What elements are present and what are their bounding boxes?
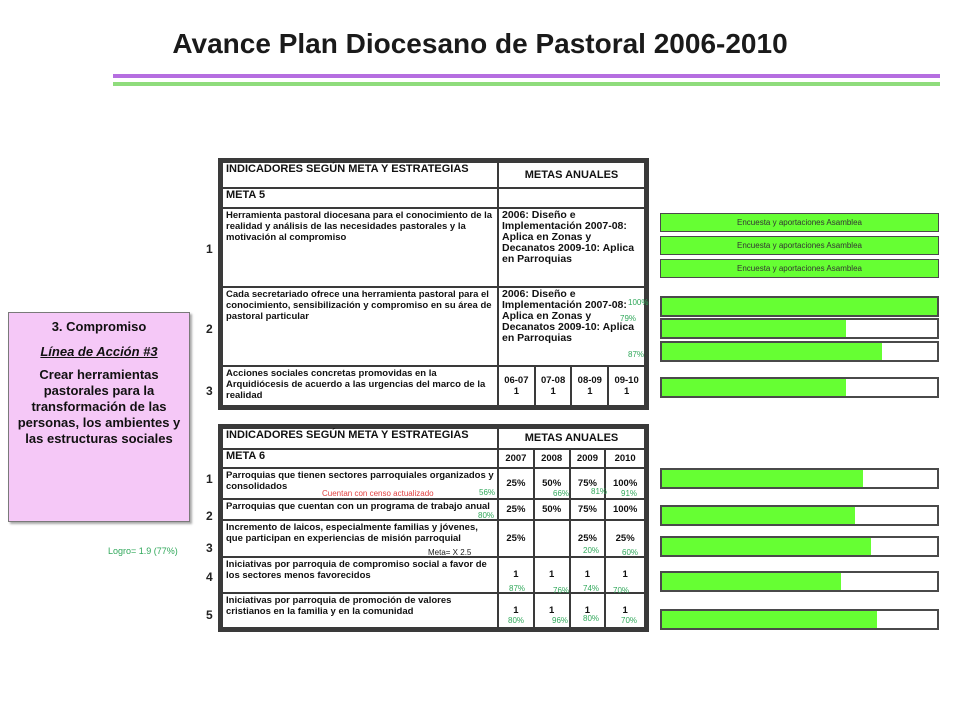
meta5-header-indicators: INDICADORES SEGÚN META Y ESTRATEGIAS — [222, 162, 498, 188]
meta6-cell: 100% — [605, 499, 645, 520]
title-underline-green — [113, 82, 940, 86]
meta6-year: 2009 — [570, 449, 606, 468]
meta6-cell: 1 — [534, 593, 570, 628]
meta6-cell: 25% — [570, 520, 606, 558]
progress-fill — [662, 611, 877, 628]
pct-label: 66% — [553, 489, 570, 498]
meta5-row-number: 3 — [206, 384, 213, 398]
pct-label: 96% — [552, 616, 569, 625]
pct-label: 79% — [620, 314, 637, 323]
card-body: Crear herramientas pastorales para la transformación de las personas, los ambientes y las estructuras sociales — [17, 367, 181, 446]
pct-label: 80% — [478, 511, 495, 520]
meta5-value: 1 — [513, 385, 520, 397]
pct-label: 56% — [479, 488, 496, 497]
meta5-value: 1 — [550, 385, 556, 397]
progress-fill — [662, 538, 871, 555]
meta6-row3-text: Incremento de laicos, especialmente familias y jóvenes, que participan en experiencias de misión parroquial — [222, 520, 498, 558]
encuesta-bar: Encuesta y aportaciones Asamblea — [660, 213, 939, 232]
meta6-row4-text: Iniciativas por parroquia de compromiso social a favor de los sectores menos favorecidos — [222, 557, 498, 592]
meta5-header-metas: METAS ANUALES — [498, 162, 645, 188]
progress-bar — [660, 318, 939, 339]
meta5-row2-text: Cada secretariado ofrece una herramienta pastoral para el conocimiento, sensibilización y compromiso en su área de pastoral particular — [222, 287, 498, 366]
meta6-row-number: 3 — [206, 541, 213, 555]
progress-bar — [660, 296, 939, 317]
encuesta-bar: Encuesta y aportaciones Asamblea — [660, 236, 939, 255]
meta6-cell: 25% — [498, 520, 534, 558]
pct-label: 70% — [621, 616, 638, 625]
meta5-row3-cell — [571, 366, 608, 406]
meta5-row1-metas: 2006: Diseño e Implementación 2007-08: Aplica en Zonas y Decanatos 2009-10: Aplica en Parroquias — [498, 208, 645, 287]
progress-bar — [660, 571, 939, 592]
meta6-cell: 75% — [570, 468, 606, 499]
pct-label: 80% — [508, 616, 525, 625]
progress-bar — [660, 536, 939, 557]
meta6-cell: 1 — [570, 593, 606, 628]
pct-label: 74% — [583, 584, 600, 593]
progress-bar — [660, 468, 939, 489]
meta6-cell: 50% — [534, 499, 570, 520]
pct-label: 20% — [583, 546, 600, 555]
meta5-row3-cell — [535, 366, 572, 406]
meta6-cell: 1 — [570, 557, 606, 592]
meta5-row1-text: Herramienta pastoral diocesana para el conocimiento de la realidad y análisis de las necesidades pastorales y la motivación al compromiso — [222, 208, 498, 287]
meta6-cell: 25% — [498, 468, 534, 499]
pct-label: 80% — [583, 614, 600, 623]
meta5-year: 08-09 — [577, 374, 602, 386]
encuesta-bar: Encuesta y aportaciones Asamblea — [660, 259, 939, 278]
pct-label: 87% — [628, 350, 645, 359]
progress-fill — [662, 298, 937, 315]
progress-bar — [660, 341, 939, 362]
meta6-label: META 6 — [222, 449, 498, 468]
meta6-cell: 1 — [605, 593, 645, 628]
meta5-row-number: 1 — [206, 242, 213, 256]
progress-fill — [662, 507, 855, 524]
page-title: Avance Plan Diocesano de Pastoral 2006-2010 — [172, 28, 788, 59]
pct-label: 76% — [553, 586, 570, 595]
meta6-cell: 50% — [534, 468, 570, 499]
meta5-year: 06-07 — [504, 374, 529, 386]
meta5-value: 1 — [623, 385, 630, 397]
meta6-row1-text: Parroquias que tienen sectores parroquiales organizados y consolidados — [222, 468, 498, 499]
pct-label: 91% — [621, 489, 638, 498]
meta6-cell: 1 — [534, 557, 570, 592]
meta6-cell — [534, 520, 570, 558]
progress-bar — [660, 377, 939, 398]
card-heading: 3. Compromiso — [51, 319, 147, 334]
meta5-year: 07-08 — [540, 374, 566, 386]
meta6-year: 2008 — [534, 449, 570, 468]
pct-label: 70% — [613, 586, 630, 595]
progress-bar — [660, 609, 939, 630]
pct-label: 100% — [628, 298, 649, 307]
meta6-row2-text: Parroquias que cuentan con un programa de trabajo anual — [222, 499, 498, 520]
meta6-cell: 25% — [498, 499, 534, 520]
meta6-cell: 100% — [605, 468, 645, 499]
meta5-row3-text: Acciones sociales concretas promovidas en la Arquidiócesis de acuerdo a las urgencias del marco de la realidad — [222, 366, 498, 406]
meta6-row-number: 4 — [206, 570, 213, 584]
meta5-row3-cell — [498, 366, 535, 406]
meta5-row2-metas: 2006: Diseño e Implementación 2007-08: Aplica en Zonas y Decanatos 2009-10: Aplica en Parroquias — [498, 287, 645, 366]
card-line-label: Línea de Acción #3 — [40, 344, 158, 359]
meta6-row-number: 1 — [206, 472, 213, 486]
meta5-empty-cell — [498, 188, 645, 208]
compromiso-card — [8, 312, 190, 522]
progress-fill — [662, 470, 863, 487]
title-underline-purple — [113, 74, 940, 78]
progress-fill — [662, 320, 846, 337]
meta6-cell: 1 — [498, 557, 534, 592]
meta6-cell: 1 — [498, 593, 534, 628]
meta6-header-indicators: INDICADORES SEGÚN META Y ESTRATEGIAS — [222, 428, 498, 449]
progress-fill — [662, 343, 882, 360]
meta6-row-number: 5 — [206, 608, 213, 622]
progress-fill — [662, 573, 841, 590]
meta6-cell: 75% — [570, 499, 606, 520]
meta6-year: 2007 — [498, 449, 534, 468]
meta6-header-metas: METAS ANUALES — [498, 428, 645, 449]
meta5-row-number: 2 — [206, 322, 213, 336]
logro-label: Logro= 1.9 (77%) — [108, 546, 178, 556]
meta6-cell: 1 — [605, 557, 645, 592]
meta5-table — [218, 158, 649, 410]
meta6-year: 2010 — [605, 449, 645, 468]
meta5-label: META 5 — [222, 188, 498, 208]
meta6-row5-text: Iniciativas por parroquia de promoción de valores cristianos en la familia y en la comunidad — [222, 593, 498, 628]
meta6-cell: 25% — [605, 520, 645, 558]
meta-x-label: Meta= X 2.5 — [428, 548, 472, 557]
meta6-row-number: 2 — [206, 509, 213, 523]
pct-label: 81% — [591, 487, 608, 496]
progress-fill — [662, 379, 846, 396]
meta6-table — [218, 424, 649, 632]
pct-label: 87% — [509, 584, 526, 593]
meta5-value: 1 — [587, 385, 593, 397]
meta5-year: 09-10 — [614, 374, 639, 386]
meta5-row3-cell — [608, 366, 645, 406]
pct-label: 60% — [622, 548, 639, 557]
cuentan-note: Cuentan con censo actualizado — [322, 489, 434, 498]
progress-bar — [660, 505, 939, 526]
